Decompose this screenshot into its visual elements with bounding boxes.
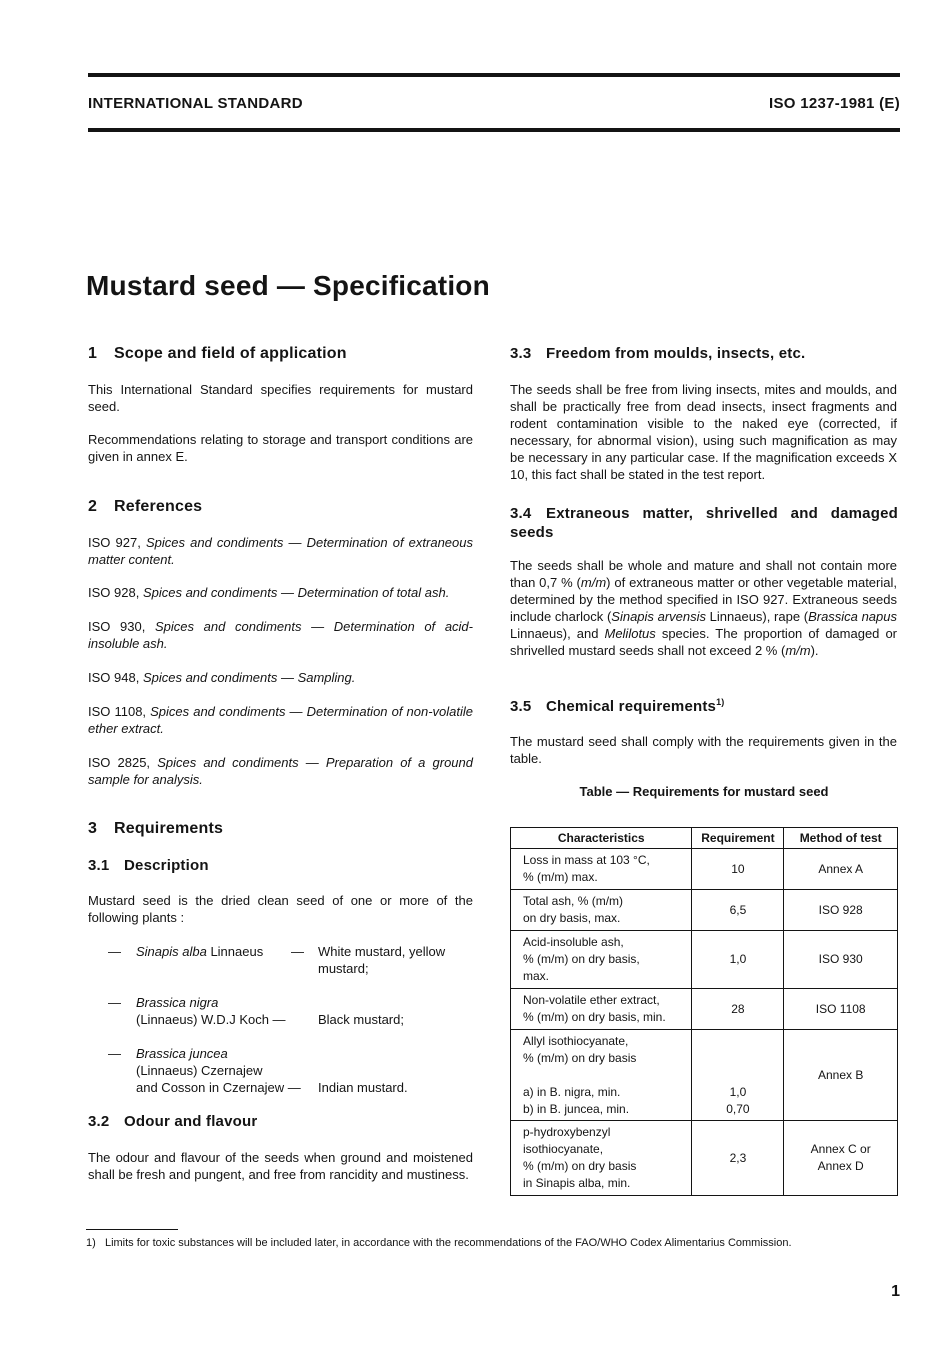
plant-latin-name: Brassica nigra (Linnaeus) W.D.J Koch — <box>136 995 286 1027</box>
footnote-mark: 1) <box>86 1237 96 1249</box>
section-3-5-heading: 3.5 Chemical requirements$^{1)}$ <box>510 697 725 715</box>
cell-method: Annex A <box>784 849 898 890</box>
plant-brassica-juncea <box>88 1045 478 1099</box>
list-dash: — <box>108 944 121 959</box>
reference-iso-930: ISO 930, Spices and condiments — Determination of acid-insoluble ash. <box>88 619 473 651</box>
header-standard-label: INTERNATIONAL STANDARD <box>88 95 303 112</box>
reference-iso-948: ISO 948, Spices and condiments — Sampling. <box>88 670 356 685</box>
section-3-3-paragraph: The seeds shall be free from living insects, mites and moulds, and shall be practically free from dead insects, insect fragments and rodent contamination visible to the naked eye (corrected, if necessary, for abnormal vision), using such magnification as may be necessary in any particular case. If the magnification exceeds X 10, this fact shall be stated in the test report. <box>510 382 897 482</box>
cell-requirement: 10 <box>692 849 784 890</box>
table-row <box>511 1121 898 1196</box>
reference-iso-1108: ISO 1108, Spices and condiments — Determination of non-volatile ether extract. <box>88 704 473 736</box>
cell-requirement: 1,0 <box>692 931 784 989</box>
cell-requirement: 6,5 <box>692 890 784 931</box>
header-bottom-rule <box>88 128 900 132</box>
cell-characteristic: Total ash, % (m/m) on dry basis, max. <box>511 890 692 931</box>
cell-method: Annex C or Annex D <box>784 1121 898 1196</box>
table-row <box>511 1030 898 1121</box>
section-3-heading: 3 Requirements <box>88 820 224 837</box>
section-3-4-paragraph: The seeds shall be whole and mature and shall not contain more than 0,7 % (m/m) of extraneous matter or other vegetable material, determined by the method specified in ISO 927. Extraneous seeds include charlock (Sinapis arvensis Linnaeus), rape (Brassica napus Linnaeus), and Melilotus species. The proportion of damaged or shrivelled mustard seeds shall not exceed 2 % (m/m). <box>510 558 897 658</box>
reference-iso-928: ISO 928, Spices and condiments — Determination of total ash. <box>88 585 450 600</box>
table-title: Table — Requirements for mustard seed <box>579 784 829 799</box>
cell-characteristic: Non-volatile ether extract, % (m/m) on dry basis, min. <box>511 989 692 1030</box>
plant-common-name: Black mustard; <box>318 1012 404 1027</box>
footnote <box>86 1237 906 1249</box>
cell-characteristic: p-hydroxybenzyl isothiocyanate, % (m/m) on dry basis in Sinapis alba, min. <box>511 1121 692 1196</box>
page-title: Mustard seed — Specification <box>86 270 490 301</box>
cell-characteristic: Acid-insoluble ash, % (m/m) on dry basis, max. <box>511 931 692 989</box>
table-row <box>511 931 898 989</box>
section-2-heading: 2 References <box>88 498 203 515</box>
cell-requirement: 2,3 <box>692 1121 784 1196</box>
page-number: 1 <box>891 1283 900 1300</box>
cell-method: ISO 1108 <box>784 989 898 1030</box>
section-3-1-heading: 3.1 Description <box>88 857 209 874</box>
footnote-text: Limits for toxic substances will be included later, in accordance with the recommendations of the FAO/WHO Codex Alimentarius Commission. <box>104 1237 792 1249</box>
table-header-row <box>511 828 898 849</box>
cell-characteristic: Allyl isothiocyanate, % (m/m) on dry basis a) in B. nigra, min. b) in B. juncea, min. <box>511 1030 692 1121</box>
requirements-table <box>510 827 898 1196</box>
cell-requirement: 1,0 0,70 <box>692 1030 784 1121</box>
plant-common-name: Indian mustard. <box>318 1080 408 1095</box>
cell-method: ISO 928 <box>784 890 898 931</box>
list-dash: — <box>108 995 121 1010</box>
reference-iso-927: ISO 927, Spices and condiments — Determination of extraneous matter content. <box>88 535 473 567</box>
section-3-2-paragraph: The odour and flavour of the seeds when ground and moistened shall be fresh and pungent, and free from rancidity and mustiness. <box>88 1150 473 1182</box>
column-header-requirement: Requirement <box>692 828 784 849</box>
cell-characteristic: Loss in mass at 103 °C, % (m/m) max. <box>511 849 692 890</box>
cell-method: ISO 930 <box>784 931 898 989</box>
section-3-1-paragraph: Mustard seed is the dried clean seed of one or more of the following plants : <box>88 893 473 925</box>
table-row <box>511 989 898 1030</box>
list-dash: — <box>108 1046 121 1061</box>
table-row <box>511 890 898 931</box>
header-top-rule <box>88 73 900 77</box>
footnote-rule <box>86 1229 178 1230</box>
plant-brassica-nigra <box>88 994 478 1030</box>
section-1-paragraph-1: This International Standard specifies requirements for mustard seed. <box>88 382 473 414</box>
column-header-characteristics: Characteristics <box>511 828 692 849</box>
section-3-5-paragraph: The mustard seed shall comply with the requirements given in the table. <box>510 734 897 766</box>
plant-common-name: White mustard, yellow mustard; <box>318 944 446 976</box>
cell-method: Annex B <box>784 1030 898 1121</box>
section-3-3-heading: 3.3 Freedom from moulds, insects, etc. <box>510 345 806 362</box>
cell-requirement: 28 <box>692 989 784 1030</box>
list-separator: — <box>291 944 304 959</box>
plant-latin-name: Sinapis alba Linnaeus <box>136 944 264 959</box>
section-1-heading: 1 Scope and field of application <box>88 345 347 362</box>
section-3-2-heading: 3.2 Odour and flavour <box>88 1113 258 1130</box>
header-standard-number: ISO 1237-1981 (E) <box>768 95 900 112</box>
plant-sinapis-alba <box>88 943 478 979</box>
plant-latin-name: Brassica juncea (Linnaeus) Czernajew and Cosson in Czernajew — <box>136 1046 301 1095</box>
footnote-ref-mark: 1) <box>716 697 725 707</box>
table-row <box>511 849 898 890</box>
section-3-4-heading: 3.4 Extraneous matter, shrivelled and damaged seeds <box>510 505 898 541</box>
column-header-method: Method of test <box>784 828 898 849</box>
section-1-paragraph-2: Recommendations relating to storage and transport conditions are given in annex E. <box>88 432 473 464</box>
reference-iso-2825: ISO 2825, Spices and condiments — Preparation of a ground sample for analysis. <box>88 755 473 787</box>
